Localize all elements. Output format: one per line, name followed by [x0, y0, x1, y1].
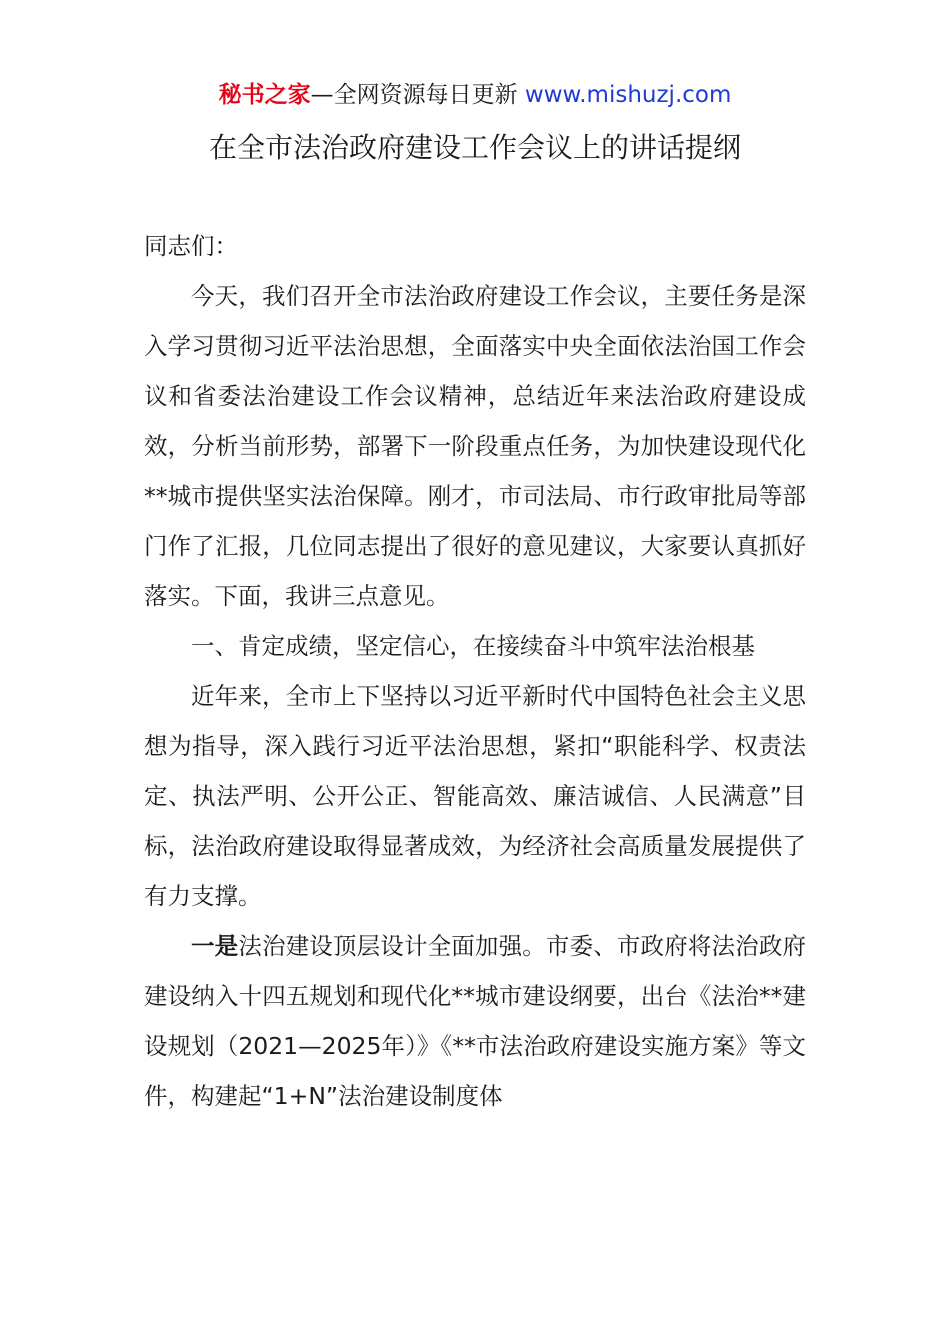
- site-url-link[interactable]: www.mishuzj.com: [524, 82, 732, 108]
- section-heading: 一、肯定成绩，坚定信心，在接续奋斗中筑牢法治根基: [191, 632, 755, 660]
- site-brand: 秘书之家: [218, 82, 311, 108]
- document-body: [144, 221, 806, 1121]
- paragraph-section1: 近年来，全市上下坚持以习近平新时代中国特色社会主义思想为指导，深入践行习近平法治思想，紧扣“职能科学、权责法定、执法严明、公开公正、智能高效、廉洁诚信、人民满意”目标，法治政府建设取得显著成效，为经济社会高质量发展提供了有力支撑。: [144, 682, 806, 910]
- document-title: 在全市法治政府建设工作会议上的讲话提纲: [208, 131, 741, 164]
- point-lead: 一是: [191, 932, 239, 960]
- site-header: [0, 78, 950, 112]
- salutation: 同志们：: [144, 232, 238, 260]
- site-tagline: —全网资源每日更新: [310, 82, 525, 108]
- paragraph-point1: [144, 921, 806, 1121]
- paragraph-intro: 今天，我们召开全市法治政府建设工作会议，主要任务是深入学习贯彻习近平法治思想，全面落实中央全面依法治国工作会议和省委法治建设工作会议精神，总结近年来法治政府建设成效，分析当前形势，部署下一阶段重点任务，为加快建设现代化**城市提供坚实法治保障。刚才，市司法局、市行政审批局等部门作了汇报，几位同志提出了很好的意见建议，大家要认真抓好落实。下面，我讲三点意见。: [144, 282, 806, 610]
- point-body: 法治建设顶层设计全面加强。市委、市政府将法治政府建设纳入十四五规划和现代化**城市建设纲要，出台《法治**建设规划（2021—2025年）》《**市法治政府建设实施方案》等文件，构建起“1+N”法治建设制度体: [144, 932, 807, 1110]
